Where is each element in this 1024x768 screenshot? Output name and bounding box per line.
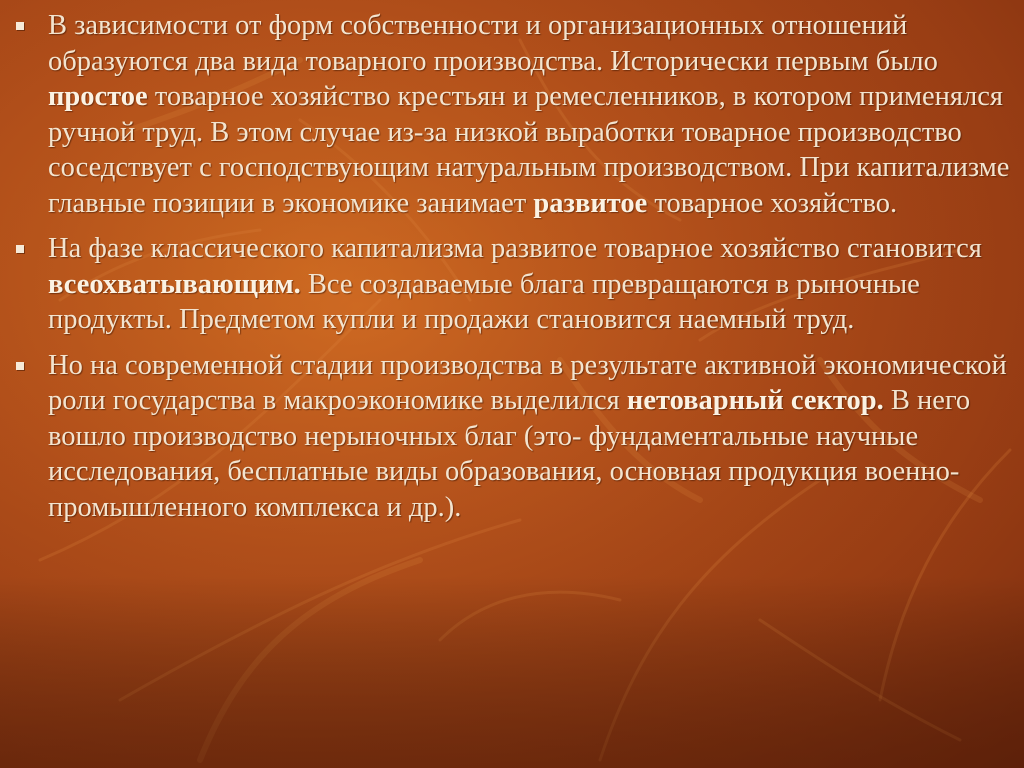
square-bullet-icon xyxy=(16,22,24,30)
bullet-item xyxy=(14,231,1014,338)
bullet-text: товарное хозяйство крестьян и ремесленников, в котором применялся ручной труд. В этом случае из-за низкой выработки товарное производство соседствует с господствующим натуральным производством. При капитализме главные позиции в экономике занимает xyxy=(48,81,1010,219)
bullet-text: Все создаваемые блага превращаются в рыночные продукты. Предметом купли и продажи становится наемный труд. xyxy=(48,268,920,335)
bullet-item xyxy=(14,348,1014,526)
square-bullet-icon xyxy=(16,362,24,370)
bold-term: развитое xyxy=(533,187,648,219)
bullet-text: На фазе классического капитализма развитое товарное хозяйство становится xyxy=(48,233,982,264)
bullet-item xyxy=(14,8,1014,221)
bullet-text: В зависимости от форм собственности и организационных отношений образуются два вида товарного производства. Исторически первым было xyxy=(48,10,938,77)
bold-term: простое xyxy=(48,81,148,112)
bullet-text: товарное хозяйство. xyxy=(647,187,898,219)
bold-term: нетоварный сектор. xyxy=(626,385,884,416)
bullet-list xyxy=(14,8,1014,535)
bullet-text: Но на современной стадии производства в результате активной экономической роли государства в макроэкономике выделился xyxy=(48,349,1007,416)
bullet-text: В него вошло производство нерыночных благ (это- фундаментальные научные исследования, бесплатные виды образования, основная продукция военно-промышленного комплекса и др.). xyxy=(48,385,971,523)
square-bullet-icon xyxy=(16,245,24,253)
bold-term: всеохватывающим. xyxy=(48,268,301,300)
